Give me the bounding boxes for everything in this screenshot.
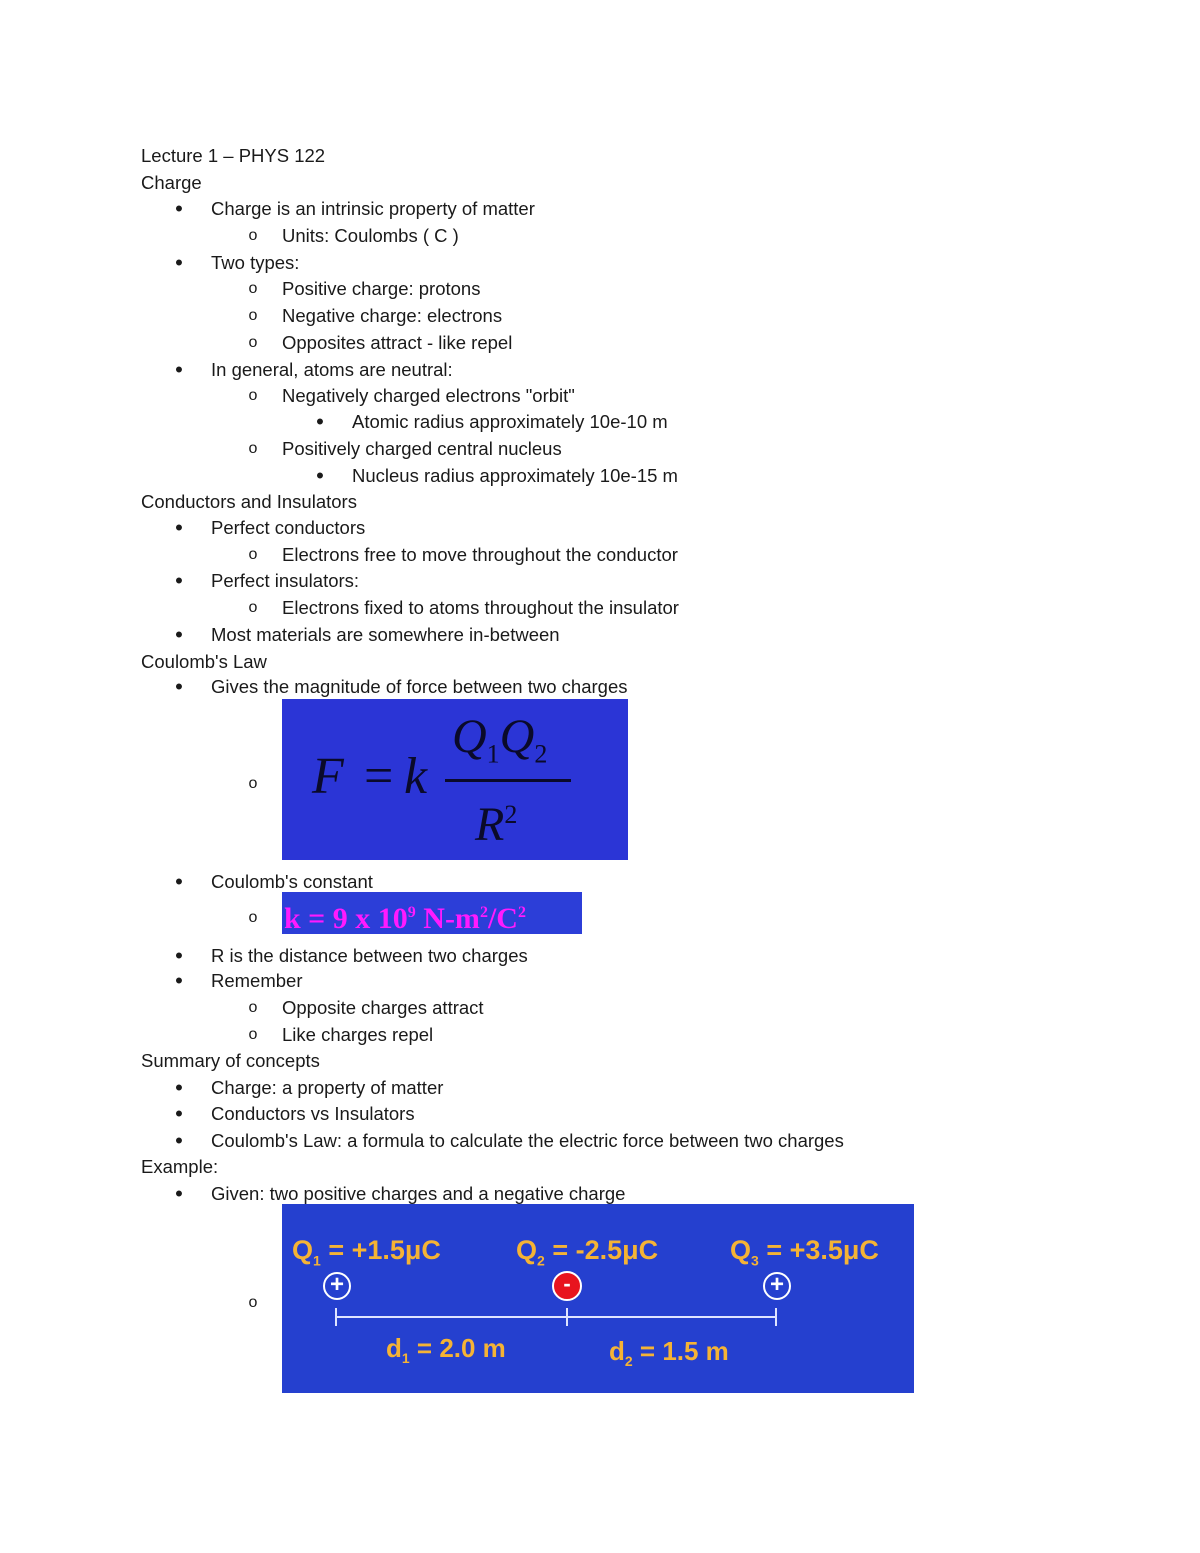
formula-fraction-bar [445,779,571,782]
distance-tick [775,1308,777,1326]
bullet-dot-icon: • [175,674,183,699]
list-item: Conductors vs Insulators [211,1103,415,1124]
negative-charge-icon: - [552,1271,582,1301]
bullet-dot-icon: • [175,1075,183,1100]
list-item: Coulomb's constant [211,871,373,892]
bullet-circle-icon: o [248,909,258,926]
list-item: R is the distance between two charges [211,945,528,966]
bullet-dot-icon: • [175,869,183,894]
bullet-circle-icon: o [248,999,258,1016]
q1-label: $Q_1 = +1.5\mu C$ [292,1235,441,1269]
distance-line [336,1316,776,1318]
section-heading-coulomb: Coulomb's Law [141,651,267,672]
list-item: Units: Coulombs ( C ) [282,225,459,246]
formula-denominator: $R^2$ [475,798,518,851]
list-item: Remember [211,970,303,991]
distance-tick [335,1308,337,1326]
bullet-circle-icon: o [248,775,258,792]
bullet-circle-icon: o [248,1294,258,1311]
constant-text: k = 9 x $10^9$ $N-m^2/C^2$ [284,902,526,934]
bullet-dot-icon: • [316,463,324,488]
q3-label: $Q_3 = +3.5\mu C$ [730,1235,879,1269]
section-heading-charge: Charge [141,172,202,193]
bullet-dot-icon: • [175,250,183,275]
bullet-circle-icon: o [248,334,258,351]
section-heading-summary: Summary of concepts [141,1050,320,1071]
d2-label: $d_2 = 1.5$ m [609,1336,729,1370]
list-item: Perfect conductors [211,517,366,538]
bullet-dot-icon: • [175,196,183,221]
bullet-circle-icon: o [248,546,258,563]
bullet-circle-icon: o [248,440,258,457]
positive-charge-icon: + [323,1272,351,1300]
bullet-dot-icon: • [175,1101,183,1126]
bullet-dot-icon: • [175,1181,183,1206]
list-item: Negatively charged electrons "orbit" [282,385,575,406]
list-item: Atomic radius approximately 10e-10 m [352,411,668,432]
positive-charge-icon: + [763,1272,791,1300]
list-item: Electrons fixed to atoms throughout the insulator [282,597,679,618]
bullet-dot-icon: • [175,943,183,968]
list-item: Nucleus radius approximately 10e-15 m [352,465,678,486]
list-item: In general, atoms are neutral: [211,359,453,380]
list-item: Gives the magnitude of force between two charges [211,676,628,697]
list-item: Negative charge: electrons [282,305,503,326]
list-item: Opposites attract - like repel [282,332,513,353]
formula-equals: = [364,748,394,805]
bullet-dot-icon: • [175,968,183,993]
bullet-circle-icon: o [248,1026,258,1043]
distance-tick [566,1308,568,1326]
formula-numerator: $Q_1Q_2$ [452,710,548,769]
bullet-circle-icon: o [248,227,258,244]
list-item: Two types: [211,252,300,273]
section-heading-example: Example: [141,1156,219,1177]
bullet-circle-icon: o [248,387,258,404]
bullet-dot-icon: • [175,1128,183,1153]
bullet-dot-icon: • [175,622,183,647]
list-item: Positively charged central nucleus [282,438,562,459]
list-item: Given: two positive charges and a negative charge [211,1183,626,1204]
list-item: Charge: a property of matter [211,1077,444,1098]
list-item: Charge is an intrinsic property of matter [211,198,535,219]
bullet-circle-icon: o [248,307,258,324]
section-heading-conductors: Conductors and Insulators [141,491,357,512]
list-item: Perfect insulators: [211,570,360,591]
d1-label: $d_1 = 2.0$ m [386,1333,506,1367]
bullet-dot-icon: • [175,515,183,540]
coulomb-constant-image [282,892,582,934]
list-item: Positive charge: protons [282,278,481,299]
list-item: Coulomb's Law: a formula to calculate the electric force between two charges [211,1130,844,1151]
bullet-circle-icon: o [248,280,258,297]
list-item: Electrons free to move throughout the conductor [282,544,678,565]
formula-lhs: F [312,748,344,805]
q2-label: $Q_2 = -2.5\mu C$ [516,1235,659,1269]
list-item: Like charges repel [282,1024,434,1045]
coulomb-formula-image [282,699,628,860]
bullet-dot-icon: • [316,409,324,434]
bullet-dot-icon: • [175,357,183,382]
bullet-circle-icon: o [248,599,258,616]
page-title: Lecture 1 – PHYS 122 [141,145,326,166]
bullet-dot-icon: • [175,568,183,593]
formula-k: k [404,748,428,805]
list-item: Most materials are somewhere in-between [211,624,560,645]
list-item: Opposite charges attract [282,997,484,1018]
example-charges-diagram [282,1204,914,1393]
